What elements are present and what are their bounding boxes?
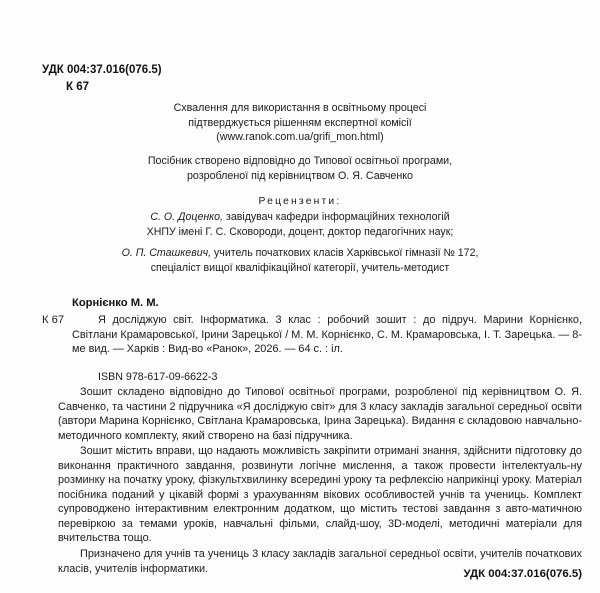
udk-classification-bottom: УДК 004:37.016(076.5) [463,568,582,580]
reviewer-line-1 [0,210,600,225]
approval-note-url: (www.ranok.com.ua/grifi_mon.html) [216,131,384,144]
approval-note-line-1: Схвалення для використання в освітньому процесі [173,102,427,114]
reviewer-name: С. О. Доценко, [150,211,224,223]
annotation-paragraph: Зошит містить вправи, що надають можливість закріпити отримані знання, здійснити підготовку до виконання практичного завдання, розвинути логічне мислення, а також провести інтелектуаль-ну розминку на початку уроку, фізкультхвилинку всередині уроку та рефлексію наприкінці уроку. Матеріал посібника поданий у цікавій формі з урахуванням вікових особливостей учнів та учениць. Комплект супроводжено інтерактивним електронним додатком, що містить тестові завдання з авто-матичною перевіркою за темами уроків, навчальні фільми, слайд-шоу, 3D-моделі, методичні матеріали для вчительства тощо. [58,445,582,545]
isbn-line: ISBN 978-617-09-6622-3 [98,370,218,383]
reviewer-name: О. П. Сташкевич, [121,247,212,260]
reviewers-section [0,196,600,275]
reviewer-entry [0,246,600,275]
udk-code-line: УДК 004:37.016(076.5) [42,64,162,76]
approval-note-line-2: підтверджується рішенням експертної комісії [188,116,412,129]
program-note-line-1: Посібник створено відповідно до Типової освітньої програми, [147,155,453,167]
reviewer-line-1 [0,246,600,261]
author-sign-code: К 67 [66,81,90,93]
udk-classification-top [42,62,162,96]
record-author-name: Корнієнко М. М. [72,297,159,309]
annotation-paragraph: Зошит складено відповідно до Типової освітньої програми, розробленої під керівництвом О. Я. Савченко, та частини 2 підручника «Я досліджую світ» для 3 класу закладів загальної середньої освіти (автори Марина Корнієнко, Світлана Крамаровська, Ірина Зарецька). Видання є складовою навчально-методичного комплекту, який створено на базі підручника. [58,386,582,442]
reviewer-line-2: ХНПУ імені Г. С. Сковороди, доцент, доктор педагогічних наук; [146,225,454,238]
reviewer-line-2: спеціаліст вищої кваліфікаційної категорії, учитель-методист [150,261,450,274]
record-author-sign: К 67 [42,314,65,326]
reviewer-affiliation-part: завідувач кафедри інформаційних технологій [223,211,450,223]
reviewers-heading: Рецензенти: [258,196,342,207]
record-body [72,296,582,385]
reviewer-entry [0,210,600,239]
bibliographic-record [42,296,582,385]
record-description: Я досліджую світ. Інформатика. 3 клас : робочий зошит : до підруч. Марини Корнієнко, Світлани Крамаровської, Ірини Зарецької / М. М. Корнієнко, С. М. Крамаровська, І. Т. Зарецька. — 8-ме вид. — Харків : Вид-во «Ранок», 2026. — 64 с. : іл. [72,314,582,356]
approval-note [0,101,600,145]
program-note-line-2: розробленої під керівництвом О. Я. Савченко [186,169,413,182]
annotation-section [58,385,582,577]
program-note [0,154,600,183]
reviewer-affiliation-part: учитель початкових класів Харківської гімназії № 172, [211,247,479,260]
annotation-paragraph: Призначено для учнів та учениць 3 класу закладів загальної середньої освіти, учителів початкових класів, учителів інформатики. [58,548,582,575]
